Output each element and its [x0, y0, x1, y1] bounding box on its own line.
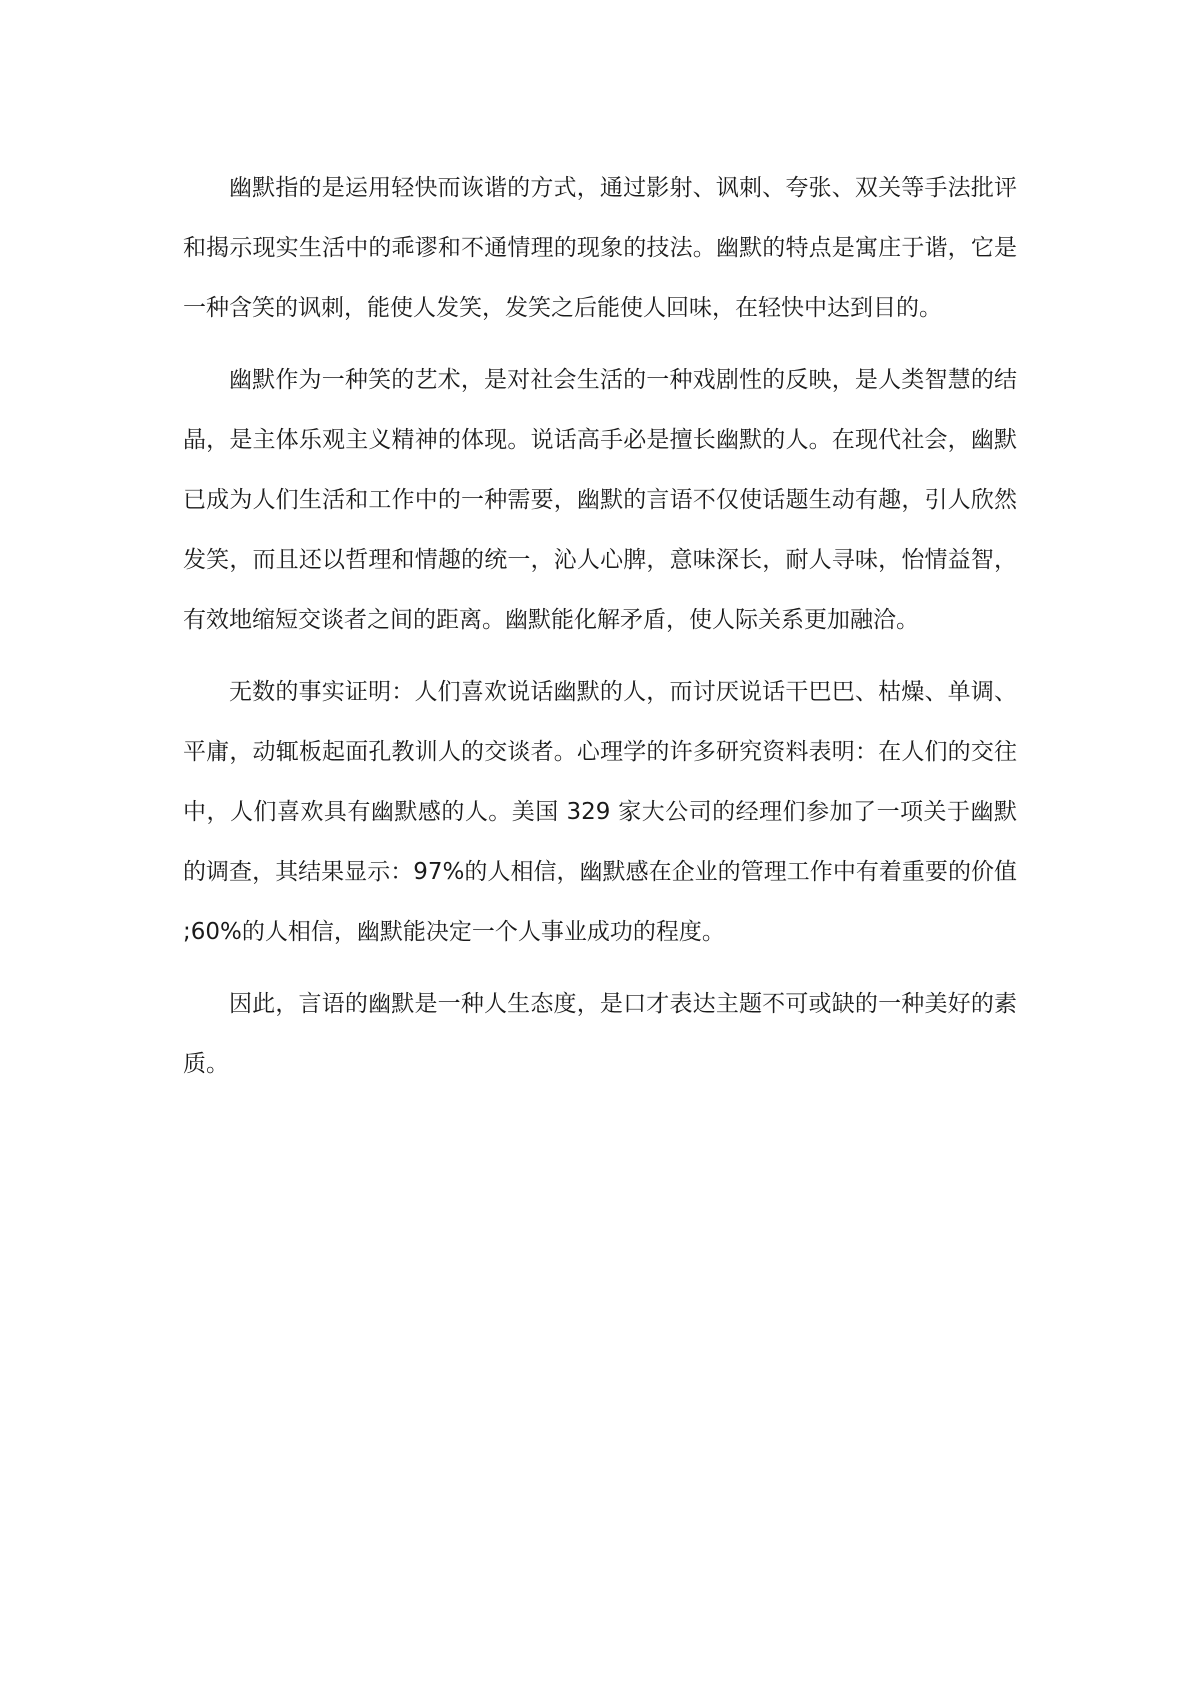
paragraph-definition: 幽默指的是运用轻快而诙谐的方式，通过影射、讽刺、夸张、双关等手法批评和揭示现实生活中的乖谬和不通情理的现象的技法。幽默的特点是寓庄于谐，它是一种含笑的讽刺，能使人发笑，发笑之后能使人回味，在轻快中达到目的。 [183, 175, 1017, 321]
paragraph-art-of-humor: 幽默作为一种笑的艺术，是对社会生活的一种戏剧性的反映，是人类智慧的结晶，是主体乐观主义精神的体现。说话高手必是擅长幽默的人。在现代社会，幽默已成为人们生活和工作中的一种需要，幽默的言语不仅使话题生动有趣，引人欣然发笑，而且还以哲理和情趣的统一，沁人心脾，意味深长，耐人寻味，怡情益智，有效地缩短交谈者之间的距离。幽默能化解矛盾，使人际关系更加融洽。 [183, 367, 1017, 633]
document-body [183, 158, 1017, 1106]
paragraph-evidence: 无数的事实证明：人们喜欢说话幽默的人，而讨厌说话干巴巴、枯燥、单调、平庸，动辄板起面孔教训人的交谈者。心理学的许多研究资料表明：在人们的交往中，人们喜欢具有幽默感的人。美国 329 家大公司的经理们参加了一项关于幽默的调查，其结果显示：97%的人相信，幽默感在企业的管理工作中有着重要的价值;60%的人相信，幽默能决定一个人事业成功的程度。 [183, 679, 1017, 945]
paragraph-conclusion: 因此，言语的幽默是一种人生态度，是口才表达主题不可或缺的一种美好的素质。 [183, 991, 1017, 1077]
